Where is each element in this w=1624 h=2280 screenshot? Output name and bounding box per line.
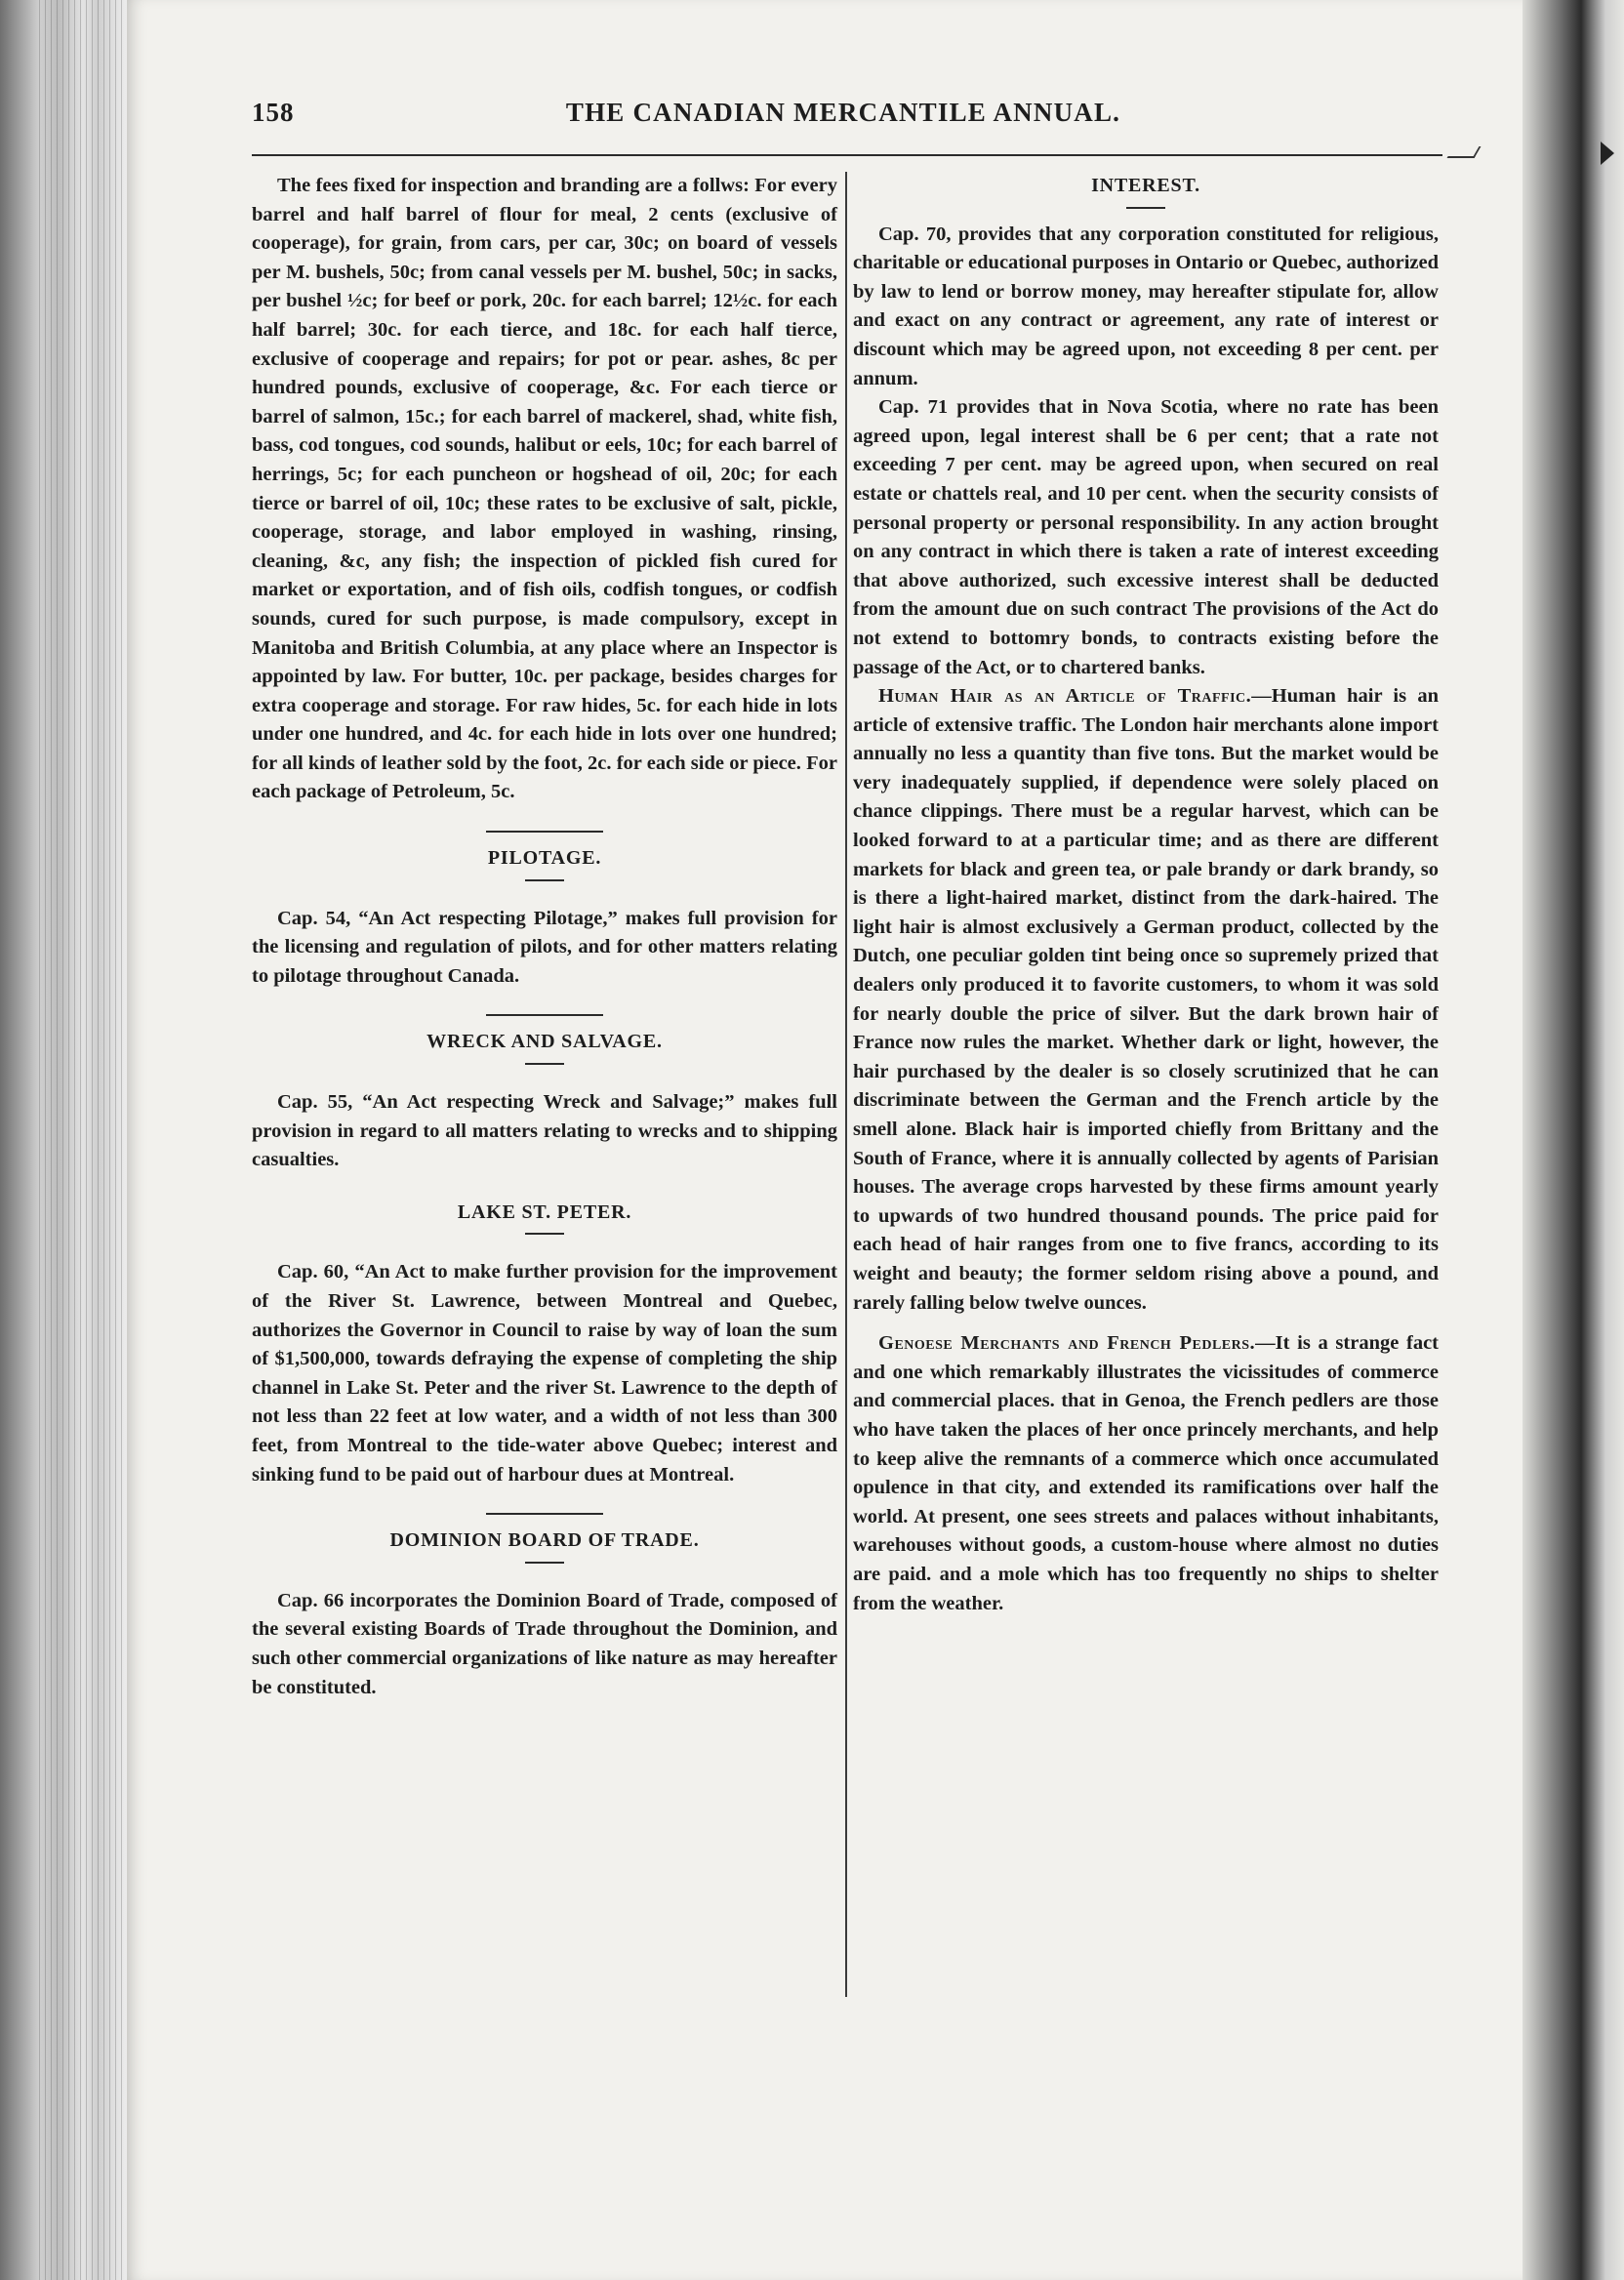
book-edge-right [1522, 0, 1624, 2280]
running-title: THE CANADIAN MERCANTILE ANNUAL. [565, 98, 1121, 127]
page-header [252, 98, 1435, 142]
fees-paragraph: The fees fixed for inspection and branding are a follws: For every barrel and half barrel of flour for meal, 2 cents (exclusive of cooperage), for grain, from cars, per car, 30c; on board of vessels per M. bushels, 50c; from canal vessels per M. bushel, 50c; in sacks, per bushel ½c; for beef or pork, 20c. for each barrel; 12½c. for each half barrel; 30c. for each tierce, and 18c. for each half tierce, exclusive of cooperage and repairs; for pot or pear. ashes, 8c per hundred pounds, exclusive of cooperage, &c. For each tierce or barrel of salmon, 15c.; for each barrel of mackerel, shad, white fish, bass, cod tongues, cod sounds, halibut or eels, 10c; for each barrel of herrings, 5c; for each puncheon or hogshead of oil, 20c; for each tierce or barrel of oil, 10c; these rates to be exclusive of salt, pickle, cooperage, storage, and labor employed in washing, rinsing, cleaning, &c, any fish; the inspection of pickled fish cured for market or exportation, and of fish oils, codfish tongues, or codfish sounds, cured for such purpose, is made compulsory, except in Manitoba and British Columbia, at any place where an Inspector is appointed by law. For butter, 10c. per package, besides charges for extra cooperage and storage. For raw hides, 5c. for each hide in lots under one hundred, and 4c. for each hide in lots over one hundred; for all kinds of leather sold by the foot, 2c. for each side or piece. For each package of Petroleum, 5c. [252, 175, 837, 803]
pilotage-heading: PILOTAGE. [487, 847, 602, 870]
column-divider [845, 172, 847, 1997]
hair-text: —Human hair is an article of extensive traffic. The London hair merchants alone import annually no less a quantity than five tons. But the market would be very inadequately supplied, if dependence were solely placed on chance clippings. There must be a regular harvest, which can be looked forward to at a particular time; and as there are different markets for black and green tea, or pale brandy or dark brandy, so is there a light-haired market, distinct from the dark-haired. The light hair is almost exclusively a German product, collected by the Dutch, one peculiar golden tint being once so supremely prized that dealers only produced it to favorite customers, to whom it was sold for nearly double the price of silver. But the dark brown hair of France now rules the market. Whether dark or light, however, the hair purchased by the dealer is so closely scrutinized that he can discriminate between the German and the French article by the smell alone. Black hair is imported chiefly from Brittany and the South of France, where it is annually collected by agents of Parisian houses. The average crops harvested by these firms amount yearly to upwards of two hundred thousand pounds. The price paid for each head of hair ranges from one to five francs, according to its weight and beauty; the former seldom rising above a pound, and rarely falling below twelve ounces. [853, 685, 1439, 1314]
genoese-text: —It is a strange fact and one which remarkably illustrates the vicissitudes of commerce and commercial places. that in Genoa, the French pedlers are those who have taken the places of her once princely merchants, and help to keep alive the remnants of a commerce which once accumulated opulence in that city, and extended its ramifications over half the world. At present, one sees streets and palaces without inhabitants, warehouses without goods, a custom-house where almost no duties are paid. and a mole which has too frequently no ships to shelter from the weather. [853, 1332, 1440, 1614]
page-edges-left [39, 0, 127, 2280]
genoese-paragraph [853, 1329, 1439, 1618]
pilotage-text: Cap. 54, “An Act respecting Pilotage,” makes full provision for the licensing and regulation of pilots, and for other matters relating to pilotage throughout Canada. [252, 907, 837, 987]
lake-text: Cap. 60, “An Act to make further provision for the improvement of the River St. Lawrence, between Montreal and Quebec, authorizes the Governor in Council to raise by way of loan the sum of $1,500,000, towards defraying the expense of completing the ship channel in Lake St. Peter and the river St. Lawrence to the depth of not less than 22 feet at low water, and a width of not less than 300 feet, from Montreal to the tide-water above Quebec; interest and sinking fund to be paid out of harbour dues at Montreal. [252, 1261, 837, 1486]
left-column [252, 172, 837, 1702]
header-rule [252, 154, 1442, 156]
interest-text-2: Cap. 71 provides that in Nova Scotia, where no rate has been agreed upon, legal interest shall be 6 per cent; that a rate not exceeding 7 per cent. may be agreed upon, when secured on real estate or chattels real, and 10 per cent. when the security consists of personal property or personal responsibility. In any action brought on any contract in which there is taken a rate of interest exceeding that above authorized, such excessive interest shall be deducted from the amount due on such contract The provisions of the Act do not extend to bottomry bonds, to contracts existing before the passage of the Act, or to chartered banks. [853, 396, 1439, 678]
right-column [853, 172, 1439, 1618]
hair-paragraph [853, 682, 1439, 1318]
interest-text-1: Cap. 70, provides that any corporation constituted for religious, charitable or educational purposes in Ontario or Quebec, authorized by law to lend or borrow money, may hereafter stipulate for, allow and exact on any contract or agreement, any rate of interest or discount which may be agreed upon, not exceeding 8 per cent. per annum. [853, 223, 1440, 389]
genoese-heading: Genoese Merchants and French Pedlers. [878, 1332, 1256, 1355]
wreck-text: Cap. 55, “An Act respecting Wreck and Salvage;” makes full provision in regard to all matters relating to wrecks and to shipping casualties. [252, 1091, 837, 1171]
lake-heading: LAKE ST. PETER. [457, 1201, 632, 1223]
hair-heading: Human Hair as an Article of Traffic. [878, 685, 1252, 708]
board-heading: DOMINION BOARD OF TRADE. [389, 1529, 700, 1552]
page-marker-arrow-icon [1601, 142, 1614, 165]
board-text: Cap. 66 incorporates the Dominion Board of Trade, composed of the several existing Boards of Trade throughout the Dominion, and such other commercial organizations of like nature as may hereafter be constituted. [252, 1589, 837, 1698]
wreck-heading: WRECK AND SALVAGE. [426, 1031, 663, 1053]
interest-heading: INTEREST. [1091, 175, 1200, 196]
page-number: 158 [252, 98, 295, 127]
